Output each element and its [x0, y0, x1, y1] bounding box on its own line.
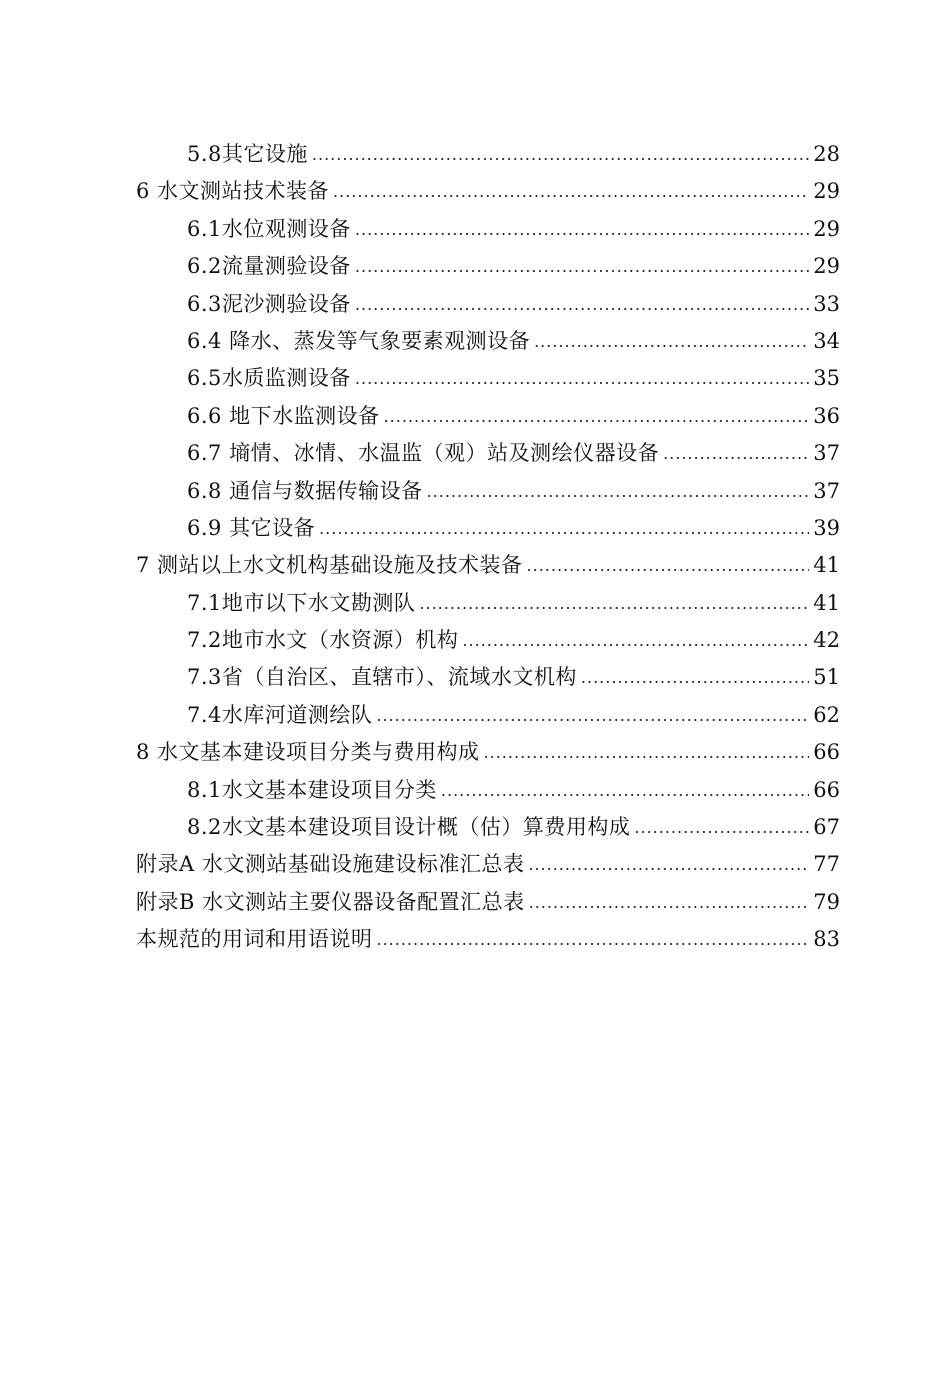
- toc-page-number: 33: [813, 291, 840, 316]
- toc-entry-title: 7 测站以上水文机构基础设施及技术装备: [136, 553, 523, 578]
- toc-entry[interactable]: [0, 585, 950, 622]
- toc-entry[interactable]: [0, 323, 950, 360]
- toc-page-number: 66: [813, 777, 840, 802]
- toc-dot-leader: [534, 323, 809, 360]
- toc-dot-leader: [384, 398, 810, 435]
- toc-page-number: 37: [813, 478, 840, 503]
- toc-entry[interactable]: [0, 734, 950, 771]
- toc-dot-leader: [355, 286, 809, 323]
- toc-dot-leader: [333, 173, 809, 210]
- toc-entry[interactable]: [0, 622, 950, 659]
- toc-entry[interactable]: [0, 547, 950, 584]
- toc-page-number: 35: [813, 366, 840, 391]
- toc-entry[interactable]: [0, 248, 950, 285]
- toc-page-number: 28: [813, 142, 840, 166]
- toc-dot-leader: [319, 510, 809, 547]
- toc-entry-title: 6.6 地下水监测设备: [187, 403, 380, 428]
- toc-dot-leader: [663, 435, 809, 472]
- toc-entry-title: 7.1地市以下水文勘测队: [187, 590, 416, 615]
- toc-entry-title: 附录A 水文测站基础设施建设标准汇总表: [136, 852, 525, 877]
- toc-entry[interactable]: [0, 435, 950, 472]
- toc-entry[interactable]: [0, 884, 950, 921]
- toc-entry-title: 6.3泥沙测验设备: [187, 291, 351, 316]
- toc-entry[interactable]: [0, 286, 950, 323]
- toc-dot-leader: [484, 734, 810, 771]
- toc-entry-title: 6.9 其它设备: [187, 515, 316, 540]
- toc-page-number: 41: [813, 553, 840, 578]
- toc-entry-title: 8.2水文基本建设项目设计概（估）算费用构成: [187, 815, 631, 840]
- toc-page-number: 37: [813, 441, 840, 466]
- toc-dot-leader: [634, 809, 809, 846]
- toc-entry-title: 8.1水文基本建设项目分类: [187, 777, 437, 802]
- toc-dot-leader: [312, 136, 809, 173]
- toc-page-number: 34: [813, 328, 840, 353]
- toc-page-number: 41: [813, 590, 840, 615]
- toc-dot-leader: [355, 248, 809, 285]
- toc-entry-title: 7.2地市水文（水资源）机构: [187, 628, 459, 653]
- toc-page-number: 42: [813, 628, 840, 653]
- toc-entry[interactable]: [0, 473, 950, 510]
- toc-page-number: 36: [813, 403, 840, 428]
- toc-page-number: 66: [813, 740, 840, 765]
- toc-page-number: 39: [813, 515, 840, 540]
- toc-entry-title: 附录B 水文测站主要仪器设备配置汇总表: [136, 889, 525, 914]
- toc-entry-title: 6.7 墒情、冰情、水温监（观）站及测绘仪器设备: [187, 441, 660, 466]
- toc-entry-title: 6.5水质监测设备: [187, 366, 351, 391]
- toc-entry-title: 7.3省（自治区、直辖市）、流域水文机构: [187, 665, 577, 690]
- toc-dot-leader: [427, 473, 810, 510]
- toc-page-number: 29: [813, 254, 840, 279]
- toc-entry-title: 7.4水库河道测绘队: [187, 702, 373, 727]
- toc-page-number: 67: [813, 815, 840, 840]
- toc-entry[interactable]: [0, 211, 950, 248]
- toc-dot-leader: [462, 622, 809, 659]
- toc-page-number: 83: [813, 927, 840, 952]
- toc-dot-leader: [419, 585, 809, 622]
- toc-dot-leader: [581, 659, 809, 696]
- toc-entry[interactable]: [0, 136, 950, 173]
- table-of-contents: [0, 136, 950, 959]
- toc-entry-title: 6.2流量测验设备: [187, 254, 351, 279]
- toc-page-number: 51: [813, 665, 840, 690]
- toc-dot-leader: [529, 884, 810, 921]
- toc-entry-title: 本规范的用词和用语说明: [136, 927, 373, 952]
- toc-entry[interactable]: [0, 697, 950, 734]
- toc-entry-title: 6.8 通信与数据传输设备: [187, 478, 423, 503]
- toc-dot-leader: [376, 697, 809, 734]
- toc-dot-leader: [527, 547, 810, 584]
- toc-entry[interactable]: [0, 659, 950, 696]
- toc-entry-title: 6 水文测站技术装备: [136, 179, 330, 204]
- toc-entry[interactable]: [0, 921, 950, 958]
- toc-page-number: 79: [813, 889, 840, 914]
- toc-entry-title: 6.4 降水、蒸发等气象要素观测设备: [187, 328, 531, 353]
- toc-entry[interactable]: [0, 398, 950, 435]
- toc-dot-leader: [355, 360, 809, 397]
- toc-entry[interactable]: [0, 173, 950, 210]
- toc-entry[interactable]: [0, 846, 950, 883]
- toc-dot-leader: [441, 772, 809, 809]
- toc-dot-leader: [355, 211, 809, 248]
- toc-page-number: 77: [813, 852, 840, 877]
- toc-entry-title: 6.1水位观测设备: [187, 216, 351, 241]
- toc-entry-title: 5.8其它设施: [187, 142, 308, 166]
- toc-entry[interactable]: [0, 772, 950, 809]
- toc-entry[interactable]: [0, 510, 950, 547]
- toc-dot-leader: [528, 846, 809, 883]
- toc-dot-leader: [377, 921, 810, 958]
- toc-entry[interactable]: [0, 809, 950, 846]
- toc-page-number: 62: [813, 702, 840, 727]
- toc-entry[interactable]: [0, 360, 950, 397]
- toc-entry-title: 8 水文基本建设项目分类与费用构成: [136, 740, 480, 765]
- toc-page-number: 29: [813, 216, 840, 241]
- toc-page-number: 29: [813, 179, 840, 204]
